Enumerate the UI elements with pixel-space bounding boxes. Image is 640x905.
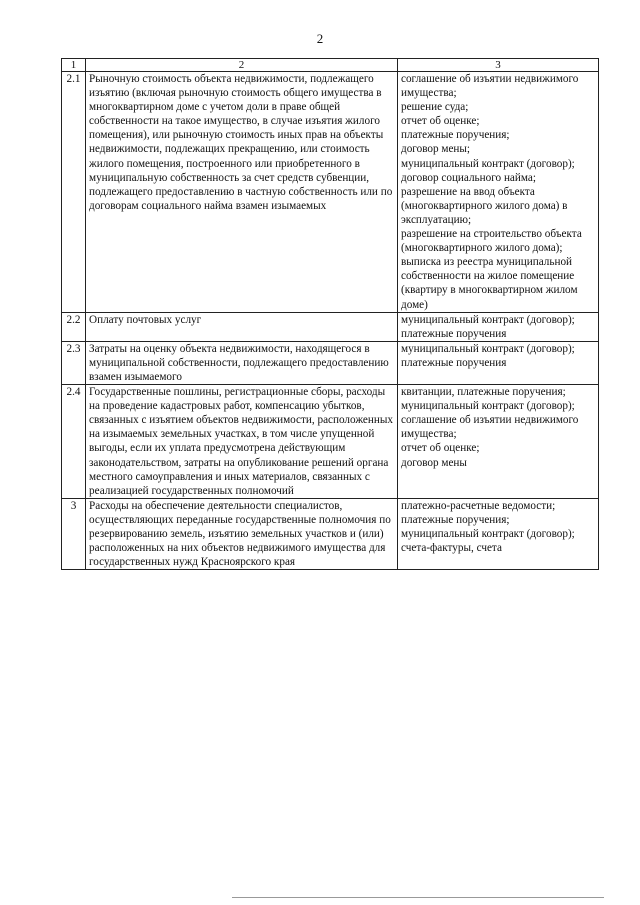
expense-description: Расходы на обеспечение деятельности специалистов, осуществляющих переданные государственные полномочия по резервированию земель, изъятию земельных участков и (или) расположенных на них объектов недвижимого имущества для государственных нужд Красноярского края — [86, 498, 398, 569]
document-item: счета-фактуры, счета — [401, 542, 502, 555]
document-item: платежные поручения — [401, 327, 507, 340]
expenses-table — [61, 58, 599, 570]
document-item: платежные поручения; — [401, 513, 510, 526]
expense-description: Рыночную стоимость объекта недвижимости, подлежащего изъятию (включая рыночную стоимость общего имущества в многоквартирном доме с учетом доли в праве общей собственности на такое имущество, в случае изъятия жилого помещения), или рыночную стоимость иных прав на объекты недвижимости, подлежащих прекращению, или стоимость жилого помещения, построенного или приобретенного в муниципальную собственность за счет средств субвенции, подлежащего предоставлению в частную собственность или по договорам социального найма взамен изымаемых — [86, 72, 398, 313]
table-body — [62, 72, 599, 570]
document-item: соглашение об изъятии недвижимого имущества; — [401, 73, 579, 100]
table-row — [62, 312, 599, 341]
document-item: муниципальный контракт (договор); — [401, 313, 575, 326]
document-item: муниципальный контракт (договор); — [401, 528, 575, 540]
row-number: 2.1 — [62, 72, 86, 313]
document-item: выписка из реестра муниципальной собственности на жилое помещение (квартиру в многоквартирном жилом доме) — [401, 256, 578, 311]
document-item: платежные поручения; — [401, 129, 510, 142]
column-header: 1 — [62, 59, 86, 72]
document-item: квитанции, платежные поручения; — [401, 386, 566, 399]
footer-rule — [232, 897, 604, 898]
supporting-documents — [398, 312, 599, 341]
supporting-documents — [398, 341, 599, 384]
expense-description: Государственные пошлины, регистрационные сборы, расходы на проведение кадастровых работ, компенсацию убытков, связанных с изъятием объектов недвижимости, расположенных на изымаемых земельных участках, в том числе упущенной выгоды, если их уплата предусмотрена действующим законодательством, затраты на опубликование решений органа местного самоуправления и иных материалов, связанных с реализацией государственных полномочий — [86, 385, 398, 499]
document-item: муниципальный контракт (договор); — [401, 342, 575, 355]
document-item: решение суда; — [401, 101, 469, 114]
supporting-documents — [398, 498, 599, 569]
document-item: муниципальный контракт (договор); — [401, 157, 575, 170]
table-row — [62, 341, 599, 384]
document-item: договор мены; — [401, 143, 471, 156]
page-number: 2 — [316, 31, 324, 46]
document-item: соглашение об изъятии недвижимого имущества; — [401, 414, 579, 441]
expense-description: Затраты на оценку объекта недвижимости, находящегося в муниципальной собственности, подлежащего предоставлению взамен изымаемого — [86, 341, 398, 384]
document-item: платежно-расчетные ведомости; — [401, 499, 556, 512]
table-row — [62, 498, 599, 569]
row-number: 2.2 — [62, 312, 86, 341]
expense-description: Оплату почтовых услуг — [86, 312, 398, 341]
document-item: договор мены — [401, 456, 467, 469]
table-header-row — [62, 59, 599, 72]
document-item: отчет об оценке; — [401, 115, 480, 128]
column-header: 2 — [86, 59, 398, 72]
document-item: отчет об оценке; — [401, 442, 480, 455]
document-item: муниципальный контракт (договор); — [401, 400, 575, 413]
row-number: 2.3 — [62, 341, 86, 384]
supporting-documents — [398, 72, 599, 313]
table-row — [62, 385, 599, 499]
table-row — [62, 72, 599, 313]
document-item: разрешение на ввод объекта (многоквартирного жилого дома) в эксплуатацию; — [401, 185, 568, 226]
document-item: платежные поручения — [401, 356, 507, 369]
row-number: 2.4 — [62, 385, 86, 499]
supporting-documents — [398, 385, 599, 499]
document-item: договор социального найма; — [401, 171, 536, 184]
document-item: разрешение на строительство объекта (многоквартирного жилого дома); — [401, 228, 582, 255]
column-header: 3 — [398, 59, 599, 72]
row-number: 3 — [62, 498, 86, 569]
